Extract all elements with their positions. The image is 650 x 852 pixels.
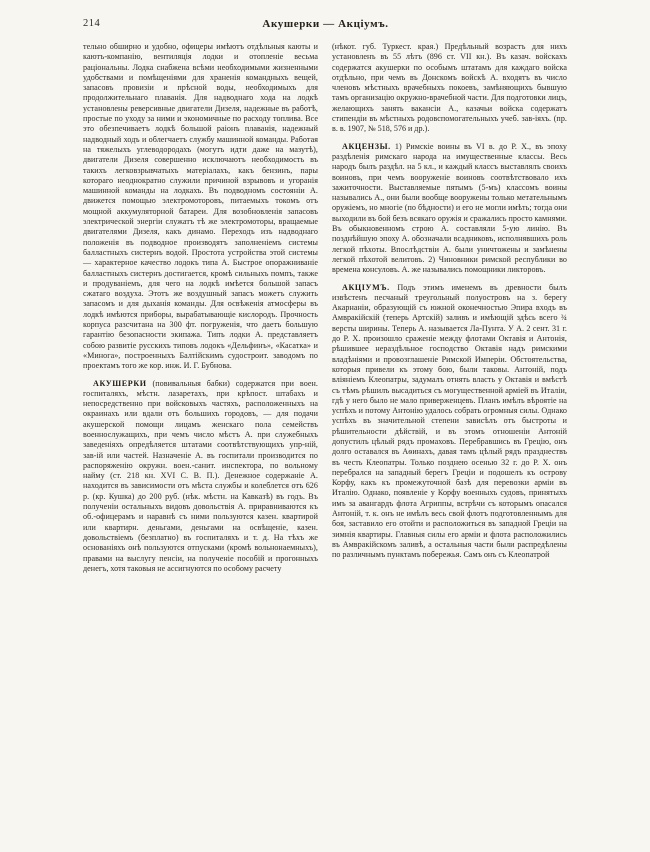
- entry-title-akusherki: АКУШЕРКИ: [93, 378, 147, 388]
- article-akzenzy: [332, 142, 567, 276]
- paragraph-text: (нѣкот. губ. Туркест. края.) Предѣльный возрастъ для нихъ установленъ въ 55 лѣтъ (896 ст. VII кн.). Въ казач. войскахъ содержатся акушерки по особымъ штатамъ для каждаго войска отдѣльно, при чемъ въ Донскомъ войскѣ А. входятъ въ число членовъ мѣстныхъ врачебныхъ покоевъ, замѣняющихъ бывшую тамъ организацію окружно-врачебной части. Для подготовки лицъ, желающихъ занять вакансіи А., казачьи войска содержатъ стипендіи въ мѣстныхъ родовспомогательныхъ учеб. зав-іяхъ. (пр. в. в. 1907, № 518, 576 и др.).: [332, 42, 567, 134]
- paragraph-akusherki-continuation: [332, 42, 567, 135]
- page-number: 214: [83, 18, 101, 29]
- page-header: [83, 18, 568, 34]
- paragraph-submarine-continuation: [83, 42, 318, 372]
- running-title: Акушерки — Акціумъ.: [262, 18, 389, 30]
- paragraph-text: тельно обширно и удобно, офицеры имѣютъ отдѣльныя каюты и каютъ-компанію, вентиляція лодки и отопленіе весьма раціональны. Лодка снабжена всѣми необходимыми жизненными удобствами и помѣщеніями для храненія командныхъ вещей, запасовъ провизіи и прѣсной воды, необходимыхъ для продолжительнаго плаванія. Для надводнаго хода на лодкѣ установлены реверсивные двигатели Дизеля, надежные въ работѣ, простые по уходу за ними и экономичные по расходу топлива. Все это обезпечиваетъ лодкѣ большой раіонъ плаванія, надежный надводный ходъ и облегчаетъ службу машинной команды. Работая на тяжелыхъ углеводородахъ (могутъ идти даже на мазутѣ), двигатели Дизеля совершенно исключаютъ необходимость въ такихъ легковзрывчатыхъ матеріалахъ, какъ бензинъ, пары котораго неоднократно служили причиной взрывовъ и угоранія машинной команды на лодкахъ. Въ подводномъ состояніи А. движется помощью электромоторовъ, питаемыхъ токомъ отъ мощной аккумуляторной батареи. Для возобновленія запасовъ электрической энергіи служатъ тѣ же электромоторы, вращаемые двигателями Дизеля, какъ динамо. Переходъ изъ надводнаго положенія въ подводное производятъ заполненіемъ системы балластныхъ систернъ водой. Простота устройства этой системы — характерное качество лодокъ типа А. Быстрое опоражниваніе балластныхъ систернъ достигается, кромѣ сильныхъ помпъ, также и продуваніемъ, для чего на лодкѣ имѣется большой запасъ сжатаго воздуха. Этотъ же воздушный запасъ можетъ служить запасомъ и для дыханія команды. Для освѣженія атмосферы въ лодкѣ имѣются приборы, вырабатывающіе кислородъ. Прочность корпуса разсчитана на 300 фт. погруженія, что даетъ большую гарантію безопасности экипажа. Типъ лодки А. представляетъ собою развитіе русскихъ типовъ лодокъ «Дельфинъ», «Касатка» и «Минога», построенныхъ Балтійскимъ судостроит. заводомъ по проектамъ того же кор. инж. И. Г. Бубнова.: [83, 42, 318, 371]
- left-column: [83, 42, 318, 574]
- paragraph-text: (повивальныя бабки) содержатся при воен. госпиталяхъ, мѣстн. лазаретахъ, при крѣпост. штабахъ и непосредственно при войсковыхъ частяхъ, расположенныхъ на окраинахъ или вдали отъ большихъ городовъ, — для подачи акушерской помощи лицамъ женскаго пола семействъ военнослужащихъ, при чемъ число мѣстъ А. при служебныхъ заведеніяхъ опредѣляется штатами соотвѣтствующихъ упр-ній, зав-ій или частей. Назначеніе А. въ госпитали производится по распоряженію окружн. воен.-санит. инспектора, по вольному найму (ст. 218 кн. XVI С. В. П.). Денежное содержаніе А. находится въ зависимости отъ мѣста службы и колеблется отъ 626 р. (кр. Кушка) до 200 руб. (нѣк. мѣстн. на Кавказѣ) въ годъ. Въ полученіи остальныхъ видовъ довольствія А. приравниваются къ об.-офицерамъ и наравнѣ съ ними пользуются казен. квартирой или квартирн. деньгами, деньгами на освѣщеніе, казен. довольствіемъ (безплатно) въ госпиталяхъ и т. д. На тѣхъ же основаніяхъ онѣ пользуются отпусками (кромѣ вольнонаемныхъ), правами на выслугу пенсіи, на полученіе пособій и прогонныхъ денегъ, хотя таковыя не ассигнуются по особому расчету: [83, 378, 318, 573]
- article-akusherki: [83, 379, 318, 575]
- paragraph-text: Подъ этимъ именемъ въ древности былъ извѣстенъ песчаный треугольный полуостровъ на з. берегу Акарнаніи, образующій съ южной оконечностью Эпира входъ въ Амвракійскій (теперь Артскій) заливъ и имѣющій здѣсь всего ¾ версты ширины. Теперь А. называется Ла-Пунта. У А. 2 сент. 31 г. до Р. Х. произошло сраженіе между флотами Октавія и Антонія, рѣшившее нераздѣльное господство Октавія надъ римскими владѣніями и провозглашеніе Римской Имперіи. Обстоятельства, которыя привели къ этому бою, были таковы. Антоній, подъ вліяніемъ Клеопатры, задумалъ отнять власть у Октавія и вмѣстѣ съ тѣмъ рѣшилъ высадиться съ могущественной арміей въ Италіи, гдѣ у него было не мало приверженцевъ. Планъ имѣлъ вѣроятіе на успѣхъ и потому Антонію удалось собрать огромныя силы. Однако успѣхъ въ значительной степени зависѣлъ отъ быстроты и рѣшительности дѣйствій, и въ этомъ отношеніи Антоній допустилъ цѣлый рядъ промаховъ. Перебравшись въ Грецію, онъ долго оставался въ Аѳинахъ, давая тамъ цѣлый рядъ празднествъ въ честь Клеопатры. Только позднею осенью 32 г. до Р. Х. онъ перебрался на западный берегъ Греціи и подошелъ къ острову Корфу, какъ къ промежуточной базѣ для перевозки арміи въ Италію. Однако, появленіе у Корфу военныхъ судовъ, принятыхъ имъ за авангардъ флота Агриппы, встрѣчи съ которымъ опасался Антоній, т. к. онъ не имѣлъ весь свой флотъ подготовленнымъ для боя, заставило его отойти и расположиться въ западной Греціи на зимнія квартиры. Главныя силы его арміи и флота расположились въ Амвракійскомъ заливѣ, а остальныя части были распредѣлены по различнымъ пунктамъ побережья. Самъ онъ съ Клеопатрой: [332, 282, 567, 560]
- paragraph-text: 1) Римскіе воины въ VI в. до Р. Х., въ эпоху раздѣленія римскаго народа на имущественные классы. Весь народъ былъ раздѣл. на 5 кл., и каждый классъ выставлялъ своихъ воиновъ, при чемъ вооруженіе воиновъ соотвѣтствовало ихъ зажиточности. Выставляемые пятымъ (5-мъ) классомъ воины назывались А., они были вообще вооружены только метательнымъ оружіемъ, но многіе (по бѣдности) и его не могли имѣть; тогда они выходили въ бой безъ всякаго оружія и сражались просто камнями. Въ обыкновенномъ строю А. составляли 5-ую линію. Въ позднѣйшую эпоху А. обозначали всадниковъ, исполнявшихъ роль легкой пѣхоты. Впослѣдствіи А. были уничтожены и замѣнены легкой пѣхотой велитовъ. 2) Чиновники римской республики во времена консуловъ. А. же назывались помощники ликторовъ.: [332, 141, 567, 275]
- article-akzium: [332, 283, 567, 561]
- entry-title-akzium: АКЦІУМЪ.: [342, 282, 390, 292]
- text-columns: [83, 42, 568, 574]
- right-column: [332, 42, 567, 574]
- entry-title-akzenzy: АКЦЕНЗЫ.: [342, 141, 391, 151]
